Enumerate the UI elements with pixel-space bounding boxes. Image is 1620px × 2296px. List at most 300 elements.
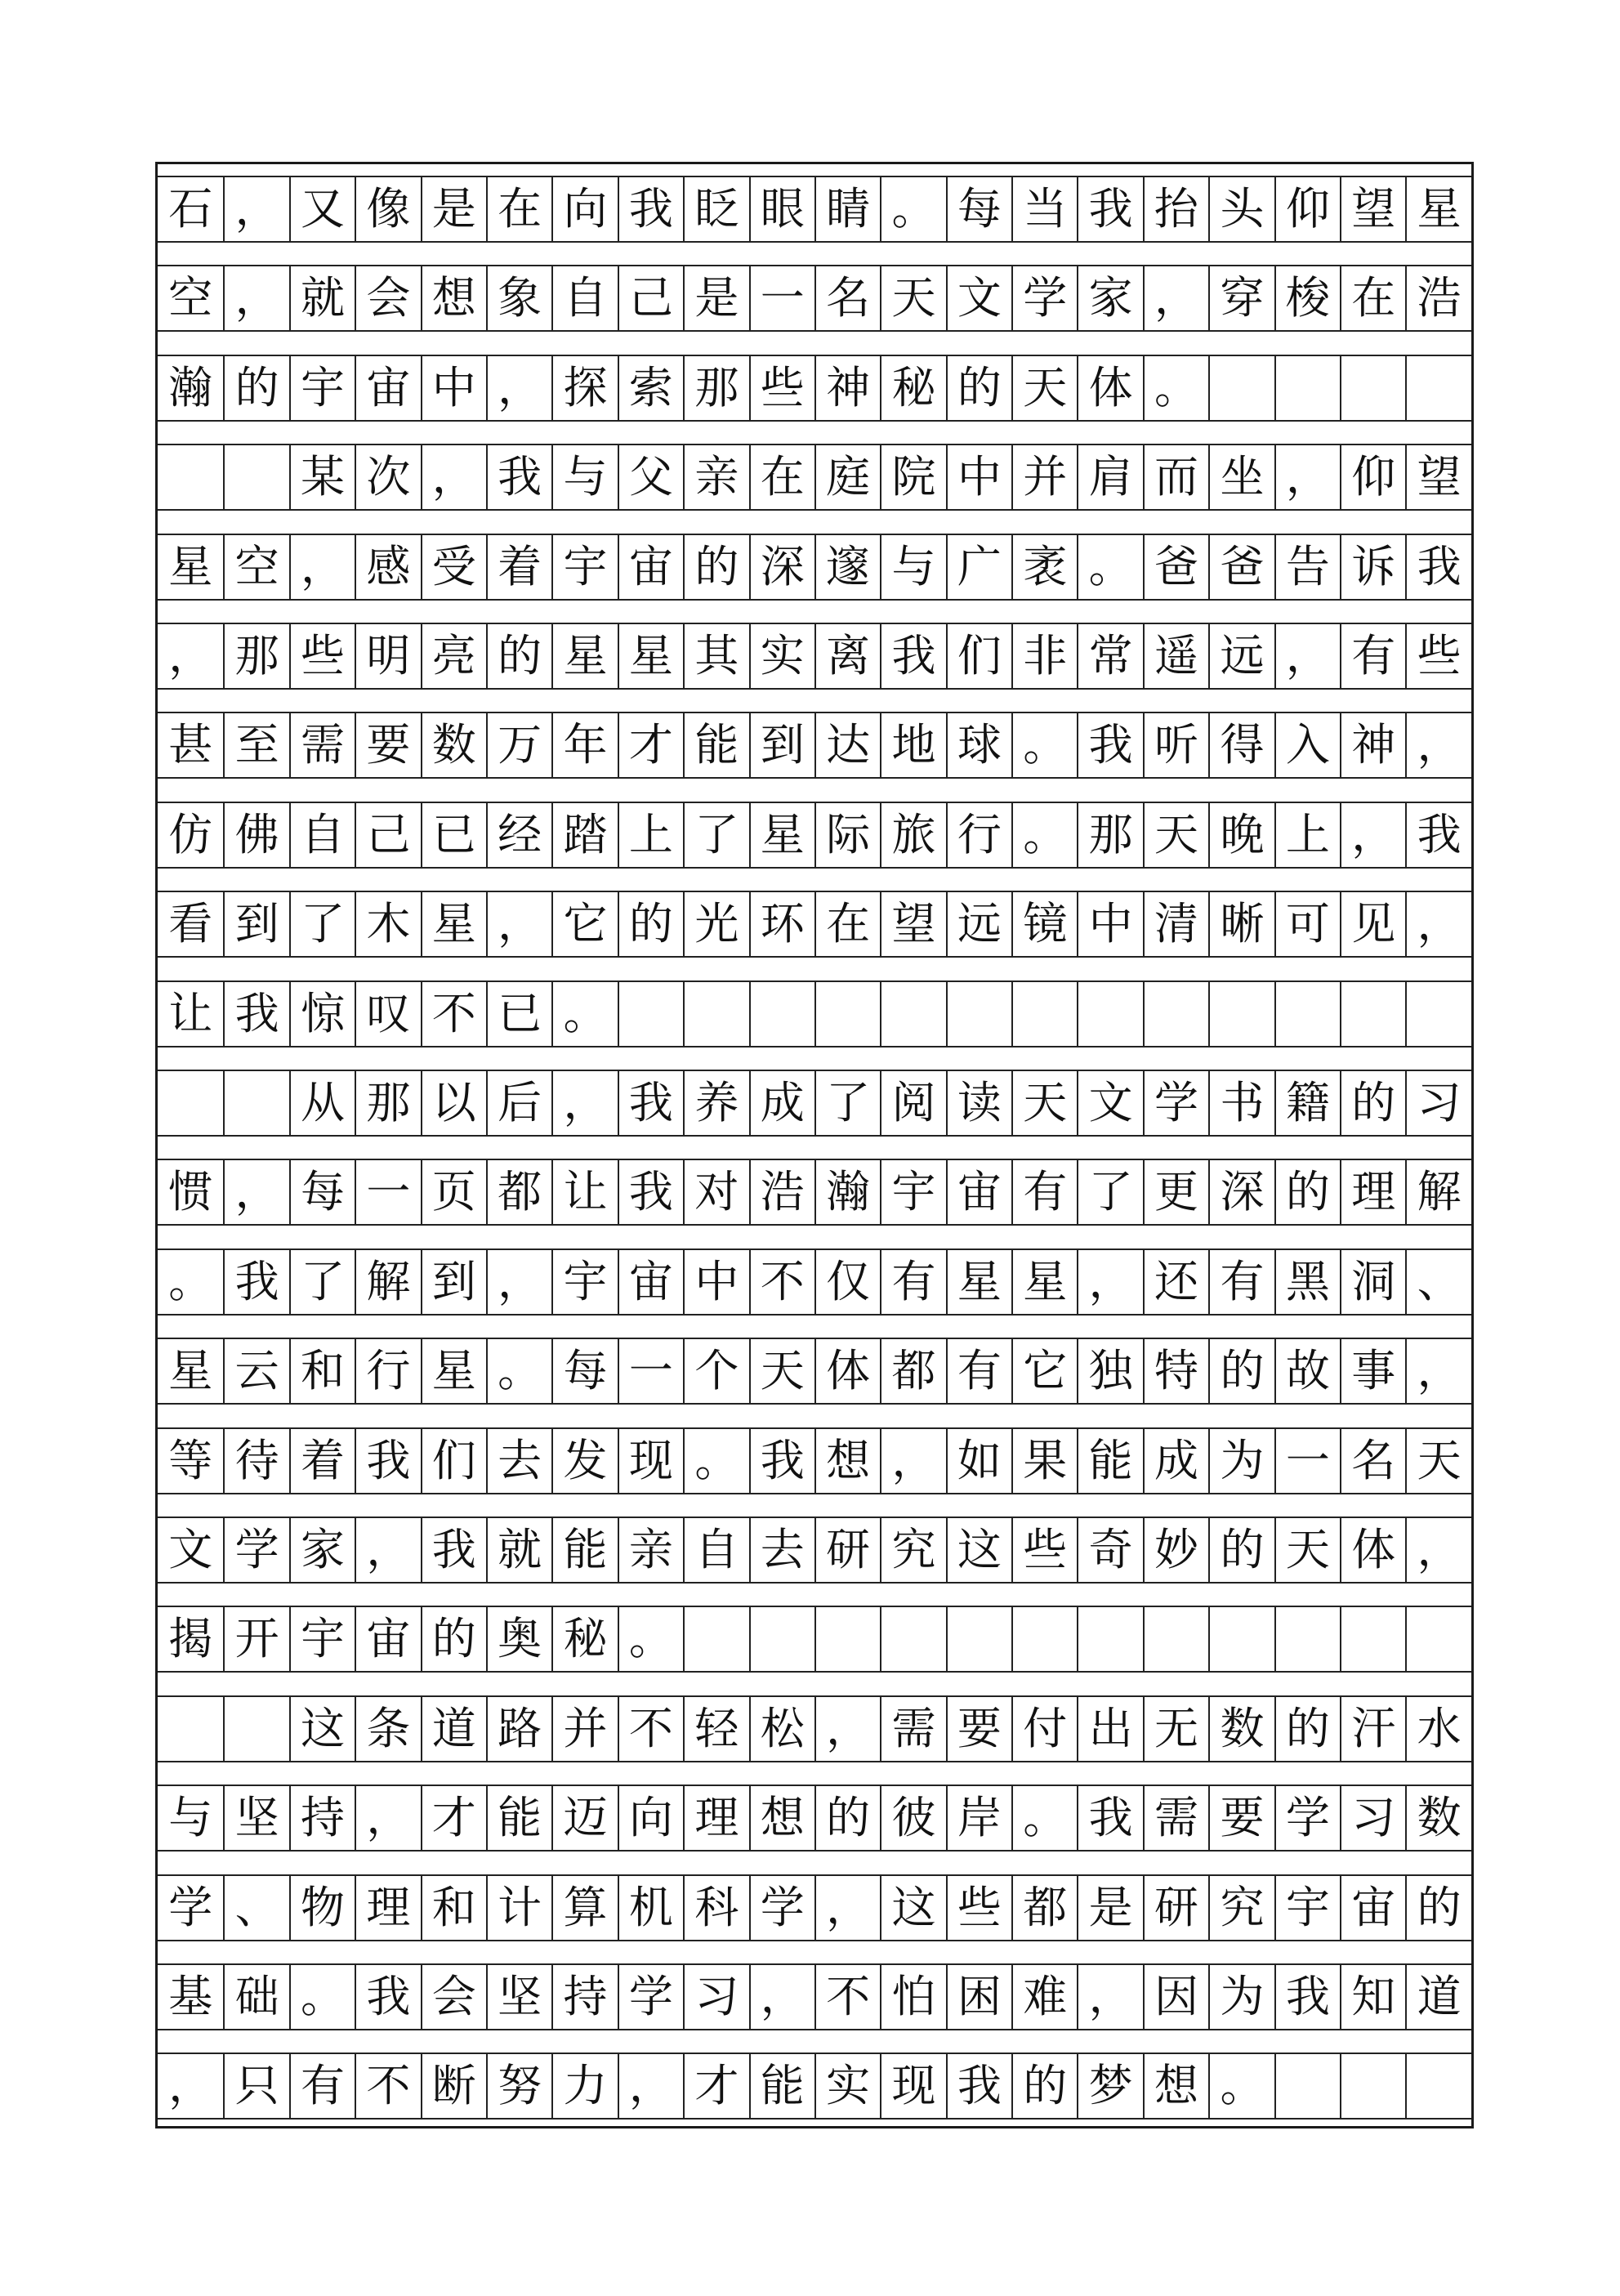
grid-cell: 们: [421, 1429, 486, 1493]
grid-cell: 特: [1143, 1339, 1208, 1403]
grid-cell: [880, 982, 945, 1046]
grid-cell: 星: [1405, 177, 1470, 241]
grid-row: [158, 1517, 1471, 1584]
grid-cell: ，: [1405, 1339, 1470, 1403]
grid-cell: 了: [683, 803, 748, 867]
grid-cell: 阅: [880, 1071, 945, 1135]
grid-cell: 中: [1077, 892, 1142, 956]
grid-cell: 我: [1077, 1786, 1142, 1850]
grid-cell: 这: [289, 1697, 355, 1761]
grid-cell: [1143, 982, 1208, 1046]
grid-cell: 去: [749, 1518, 814, 1582]
grid-cell: 去: [486, 1429, 551, 1493]
grid-cell: [1274, 1607, 1340, 1671]
grid-cell: 。: [1077, 535, 1142, 599]
grid-cell: 瀚: [168, 361, 213, 413]
grid-cell: 会: [355, 266, 420, 330]
grid-cell: 自: [551, 266, 617, 330]
grid-cell: 水: [1405, 1697, 1470, 1761]
grid-cell: [1143, 1607, 1208, 1671]
grid-cell: 能: [683, 713, 748, 777]
grid-cell: 明: [355, 624, 420, 688]
grid-cell: 现: [880, 2054, 945, 2118]
grid-cell: 星: [168, 1345, 213, 1397]
grid-cell: 我: [1274, 1965, 1340, 2029]
grid-cell: ，: [1274, 445, 1340, 509]
grid-cell: 到: [749, 713, 814, 777]
grid-cell: 要: [355, 713, 420, 777]
grid-cell: ，: [1077, 1250, 1142, 1314]
grid-cell: [223, 1071, 288, 1135]
grid-cell: 的: [683, 535, 748, 599]
grid-cell: 并: [1011, 445, 1077, 509]
grid-cell: 文: [946, 266, 1011, 330]
grid-row: [158, 1338, 1471, 1405]
grid-cell: 不: [618, 1697, 683, 1761]
grid-cell: [1208, 982, 1274, 1046]
grid-cell: 抬: [1143, 177, 1208, 241]
grid-cell: 次: [355, 445, 420, 509]
grid-cell: 有: [1340, 624, 1405, 688]
grid-cell: 与: [551, 445, 617, 509]
grid-cell: 名: [1340, 1429, 1405, 1493]
grid-cell: ，: [814, 1697, 880, 1761]
grid-cell: 行: [946, 803, 1011, 867]
grid-cell: 了: [289, 1250, 355, 1314]
grid-cell: 等: [168, 1434, 213, 1486]
grid-cell: 能: [749, 2054, 814, 2118]
grid-cell: 的: [1274, 1697, 1340, 1761]
grid-cell: 天: [1143, 803, 1208, 867]
grid-row: [158, 1695, 1471, 1762]
grid-row: [158, 980, 1471, 1047]
grid-cell: [1340, 1607, 1405, 1671]
grid-cell: 到: [223, 892, 288, 956]
grid-cell: [1208, 356, 1274, 420]
grid-cell: 都: [1011, 1876, 1077, 1940]
grid-cell: 体: [1340, 1518, 1405, 1582]
grid-cell: 。: [486, 1339, 551, 1403]
grid-cell: [1340, 356, 1405, 420]
grid-cell: 宙: [355, 356, 420, 420]
grid-cell: 奥: [486, 1607, 551, 1671]
grid-row: [158, 444, 1471, 511]
grid-cell: ，: [1143, 266, 1208, 330]
grid-cell: 出: [1077, 1697, 1142, 1761]
grid-cell: ，: [486, 1250, 551, 1314]
grid-cell: 能: [1077, 1429, 1142, 1493]
grid-cell: 些: [1405, 624, 1470, 688]
grid-cell: 算: [551, 1876, 617, 1940]
grid-cell: 事: [1340, 1339, 1405, 1403]
grid-cell: 从: [289, 1071, 355, 1135]
grid-cell: 学: [168, 1881, 213, 1933]
grid-cell: 院: [880, 445, 945, 509]
grid-cell: ，: [1077, 1965, 1142, 2029]
grid-cell: 天: [880, 266, 945, 330]
grid-cell: 为: [1208, 1429, 1274, 1493]
grid-cell: 那: [355, 1071, 420, 1135]
grid-cell: ，: [486, 356, 551, 420]
grid-cell: 机: [618, 1876, 683, 1940]
grid-cell: 坚: [486, 1965, 551, 2029]
grid-cell: 旅: [880, 803, 945, 867]
grid-cell: 。: [1208, 2054, 1274, 2118]
grid-cell: 神: [814, 356, 880, 420]
grid-row: [158, 623, 1471, 690]
grid-cell: 甚: [168, 719, 213, 771]
grid-cell: 一: [749, 266, 814, 330]
grid-cell: 非: [1011, 624, 1077, 688]
grid-row: [158, 712, 1471, 779]
grid-cell: 让: [168, 987, 213, 1039]
grid-cell: 晰: [1208, 892, 1274, 956]
grid-cell: 读: [946, 1071, 1011, 1135]
grid-cell: 父: [618, 445, 683, 509]
grid-row: [158, 355, 1471, 422]
grid-cell: [946, 982, 1011, 1046]
grid-cell: 有: [289, 2054, 355, 2118]
grid-cell: 空: [168, 272, 213, 324]
grid-cell: 这: [880, 1876, 945, 1940]
grid-cell: 有: [1208, 1250, 1274, 1314]
grid-cell: 些: [749, 356, 814, 420]
grid-cell: 象: [486, 266, 551, 330]
grid-cell: 宇: [551, 535, 617, 599]
grid-cell: ，: [1340, 803, 1405, 867]
grid-cell: [814, 982, 880, 1046]
grid-cell: 向: [618, 1786, 683, 1850]
grid-cell: 感: [355, 535, 420, 599]
grid-cell: [1011, 1607, 1077, 1671]
grid-cell: 知: [1340, 1965, 1405, 2029]
grid-cell: 为: [1208, 1965, 1274, 2029]
grid-cell: 实: [749, 624, 814, 688]
grid-cell: 物: [289, 1876, 355, 1940]
grid-cell: 汗: [1340, 1697, 1405, 1761]
grid-cell: 梭: [1274, 266, 1340, 330]
grid-cell: [618, 982, 683, 1046]
grid-cell: 成: [749, 1071, 814, 1135]
composition-sheet: [155, 162, 1474, 2128]
grid-cell: 环: [749, 892, 814, 956]
grid-cell: 故: [1274, 1339, 1340, 1403]
grid-cell: [1405, 356, 1470, 420]
grid-cell: 些: [1011, 1518, 1077, 1582]
grid-cell: 的: [1340, 1071, 1405, 1135]
grid-cell: 后: [486, 1071, 551, 1135]
grid-cell: 与: [880, 535, 945, 599]
grid-cell: 。: [1011, 1786, 1077, 1850]
grid-cell: 的: [486, 624, 551, 688]
grid-cell: 肩: [1077, 445, 1142, 509]
grid-cell: 亲: [683, 445, 748, 509]
grid-cell: [1405, 2054, 1470, 2118]
grid-cell: 天: [1011, 356, 1077, 420]
grid-cell: 的: [1011, 2054, 1077, 2118]
grid-cell: 就: [486, 1518, 551, 1582]
grid-cell: 向: [551, 177, 617, 241]
grid-cell: 秘: [551, 1607, 617, 1671]
grid-cell: ，: [168, 630, 213, 681]
grid-cell: 到: [421, 1250, 486, 1314]
grid-cell: 上: [1274, 803, 1340, 867]
grid-cell: 着: [486, 535, 551, 599]
grid-cell: 一: [618, 1339, 683, 1403]
grid-row: [158, 265, 1471, 332]
grid-cell: 惯: [168, 1166, 213, 1218]
grid-row: [158, 891, 1471, 958]
grid-cell: 爸: [1143, 535, 1208, 599]
grid-cell: 天: [1405, 1429, 1470, 1493]
grid-cell: 告: [1274, 535, 1340, 599]
grid-cell: 如: [946, 1429, 1011, 1493]
grid-cell: 浩: [749, 1160, 814, 1224]
grid-cell: 中: [946, 445, 1011, 509]
grid-cell: 我: [1077, 713, 1142, 777]
grid-cell: 在: [749, 445, 814, 509]
grid-cell: 还: [1143, 1250, 1208, 1314]
grid-cell: 当: [1011, 177, 1077, 241]
grid-cell: 路: [486, 1697, 551, 1761]
grid-cell: 让: [551, 1160, 617, 1224]
grid-cell: 星: [618, 624, 683, 688]
grid-cell: 已: [421, 803, 486, 867]
grid-cell: 己: [355, 803, 420, 867]
grid-cell: 的: [618, 892, 683, 956]
grid-cell: 星: [551, 624, 617, 688]
grid-cell: 行: [355, 1339, 420, 1403]
grid-cell: 怕: [880, 1965, 945, 2029]
grid-cell: 踏: [551, 803, 617, 867]
grid-cell: 袤: [1011, 535, 1077, 599]
grid-cell: [1077, 1607, 1142, 1671]
grid-cell: 。: [168, 1255, 213, 1307]
grid-cell: 这: [946, 1518, 1011, 1582]
grid-cell: 我: [355, 1429, 420, 1493]
grid-cell: 睛: [814, 177, 880, 241]
grid-cell: 无: [1143, 1697, 1208, 1761]
grid-cell: 想: [749, 1786, 814, 1850]
grid-cell: 眼: [749, 177, 814, 241]
grid-cell: 听: [1143, 713, 1208, 777]
grid-cell: 条: [355, 1697, 420, 1761]
grid-cell: 想: [1143, 2054, 1208, 2118]
grid-cell: [1274, 982, 1340, 1046]
grid-cell: 坚: [223, 1786, 288, 1850]
grid-row: [158, 1874, 1471, 1941]
grid-cell: 坐: [1208, 445, 1274, 509]
grid-cell: 一: [355, 1160, 420, 1224]
grid-cell: 宇: [289, 1607, 355, 1671]
grid-cell: 和: [421, 1876, 486, 1940]
grid-cell: 养: [683, 1071, 748, 1135]
grid-cell: 望: [880, 892, 945, 956]
grid-row: [158, 1159, 1471, 1226]
grid-cell: 需: [880, 1697, 945, 1761]
grid-cell: 付: [1011, 1697, 1077, 1761]
grid-cell: 中: [421, 356, 486, 420]
grid-cell: 仿: [168, 808, 213, 860]
grid-cell: 我: [618, 1160, 683, 1224]
grid-cell: [1340, 982, 1405, 1046]
grid-cell: 书: [1208, 1071, 1274, 1135]
grid-cell: 。: [618, 1607, 683, 1671]
grid-cell: 宇: [1274, 1876, 1340, 1940]
grid-cell: ，: [551, 1071, 617, 1135]
grid-cell: 亲: [618, 1518, 683, 1582]
grid-row: [158, 1963, 1471, 2030]
grid-cell: 的: [1208, 1518, 1274, 1582]
grid-cell: [683, 1607, 748, 1671]
grid-cell: [1274, 356, 1340, 420]
grid-cell: [814, 1607, 880, 1671]
grid-cell: [1340, 2054, 1405, 2118]
grid-cell: 常: [1077, 624, 1142, 688]
grid-cell: 数: [1405, 1786, 1470, 1850]
grid-cell: 研: [814, 1518, 880, 1582]
grid-cell: ，: [289, 535, 355, 599]
grid-cell: [683, 982, 748, 1046]
grid-cell: 宙: [355, 1607, 420, 1671]
grid-cell: 看: [168, 898, 213, 950]
grid-cell: 星: [421, 892, 486, 956]
grid-cell: [158, 1697, 223, 1761]
grid-cell: 、: [1405, 1250, 1470, 1314]
grid-cell: 木: [355, 892, 420, 956]
grid-cell: 宇: [551, 1250, 617, 1314]
grid-cell: 力: [551, 2054, 617, 2118]
grid-cell: 探: [551, 356, 617, 420]
grid-cell: ，: [223, 1160, 288, 1224]
grid-cell: [1405, 982, 1470, 1046]
grid-cell: 入: [1274, 713, 1340, 777]
grid-cell: ，: [1405, 1518, 1470, 1582]
grid-cell: 在: [486, 177, 551, 241]
grid-cell: 那: [223, 624, 288, 688]
grid-cell: 见: [1340, 892, 1405, 956]
grid-cell: 解: [1405, 1160, 1470, 1224]
grid-cell: 我: [618, 1071, 683, 1135]
grid-cell: 、: [223, 1876, 288, 1940]
grid-cell: 那: [1077, 803, 1142, 867]
grid-cell: 需: [1143, 1786, 1208, 1850]
grid-cell: 在: [1340, 266, 1405, 330]
grid-cell: 诉: [1340, 535, 1405, 599]
grid-cell: 些: [946, 1876, 1011, 1940]
grid-cell: 石: [168, 183, 213, 235]
grid-cell: 文: [168, 1524, 213, 1575]
grid-cell: 能: [486, 1786, 551, 1850]
grid-cell: 际: [814, 803, 880, 867]
grid-cell: 妙: [1143, 1518, 1208, 1582]
grid-cell: 爸: [1208, 535, 1274, 599]
grid-cell: 才: [618, 713, 683, 777]
grid-cell: 的: [814, 1786, 880, 1850]
grid-cell: [223, 1697, 288, 1761]
grid-cell: 而: [1143, 445, 1208, 509]
grid-cell: 基: [168, 1971, 213, 2022]
grid-cell: 习: [683, 1965, 748, 2029]
grid-cell: 成: [1143, 1429, 1208, 1493]
grid-cell: 。: [683, 1429, 748, 1493]
grid-cell: 会: [421, 1965, 486, 2029]
grid-cell: 奇: [1077, 1518, 1142, 1582]
grid-cell: 才: [421, 1786, 486, 1850]
grid-cell: 道: [1405, 1965, 1470, 2029]
grid-cell: 得: [1208, 713, 1274, 777]
grid-cell: 实: [814, 2054, 880, 2118]
grid-cell: 梦: [1077, 2054, 1142, 2118]
grid-cell: 达: [814, 713, 880, 777]
grid-cell: 我: [880, 624, 945, 688]
grid-cell: 远: [946, 892, 1011, 956]
grid-row: [158, 1785, 1471, 1852]
grid-cell: 都: [880, 1339, 945, 1403]
grid-cell: 究: [880, 1518, 945, 1582]
grid-cell: ，: [814, 1876, 880, 1940]
grid-cell: 深: [1208, 1160, 1274, 1224]
grid-cell: 宙: [1340, 1876, 1405, 1940]
grid-cell: 有: [946, 1339, 1011, 1403]
grid-cell: 每: [946, 177, 1011, 241]
grid-cell: 己: [618, 266, 683, 330]
grid-cell: 可: [1274, 892, 1340, 956]
grid-cell: 名: [814, 266, 880, 330]
grid-cell: 想: [421, 266, 486, 330]
grid-cell: 是: [683, 266, 748, 330]
grid-cell: 难: [1011, 1965, 1077, 2029]
grid-cell: 清: [1143, 892, 1208, 956]
grid-cell: 我: [223, 982, 288, 1046]
grid-cell: 一: [1274, 1429, 1340, 1493]
grid-cell: 天: [1011, 1071, 1077, 1135]
grid-cell: 是: [1077, 1876, 1142, 1940]
grid-cell: 我: [618, 177, 683, 241]
grid-cell: [223, 445, 288, 509]
grid-cell: 更: [1143, 1160, 1208, 1224]
grid-cell: 年: [551, 713, 617, 777]
grid-row: [158, 176, 1471, 243]
grid-cell: 家: [289, 1518, 355, 1582]
grid-cell: 学: [1011, 266, 1077, 330]
grid-cell: 对: [683, 1160, 748, 1224]
grid-cell: 洞: [1340, 1250, 1405, 1314]
grid-cell: 科: [683, 1876, 748, 1940]
grid-cell: 家: [1077, 266, 1142, 330]
grid-cell: 。: [1011, 803, 1077, 867]
grid-cell: ，: [1405, 713, 1470, 777]
grid-cell: 的: [223, 356, 288, 420]
grid-cell: 现: [618, 1429, 683, 1493]
grid-cell: ，: [880, 1429, 945, 1493]
grid-cell: ，: [355, 1786, 420, 1850]
grid-cell: 揭: [168, 1613, 213, 1665]
grid-cell: 和: [289, 1339, 355, 1403]
grid-cell: 惊: [289, 982, 355, 1046]
grid-cell: 学: [1274, 1786, 1340, 1850]
grid-cell: 已: [486, 982, 551, 1046]
grid-cell: 迈: [551, 1786, 617, 1850]
grid-cell: 仅: [814, 1250, 880, 1314]
grid-cell: 星: [946, 1250, 1011, 1314]
grid-cell: 晚: [1208, 803, 1274, 867]
grid-cell: 我: [355, 1965, 420, 2029]
grid-cell: 仰: [1340, 445, 1405, 509]
grid-cell: 就: [289, 266, 355, 330]
grid-cell: 果: [1011, 1429, 1077, 1493]
grid-cell: 的: [1274, 1160, 1340, 1224]
